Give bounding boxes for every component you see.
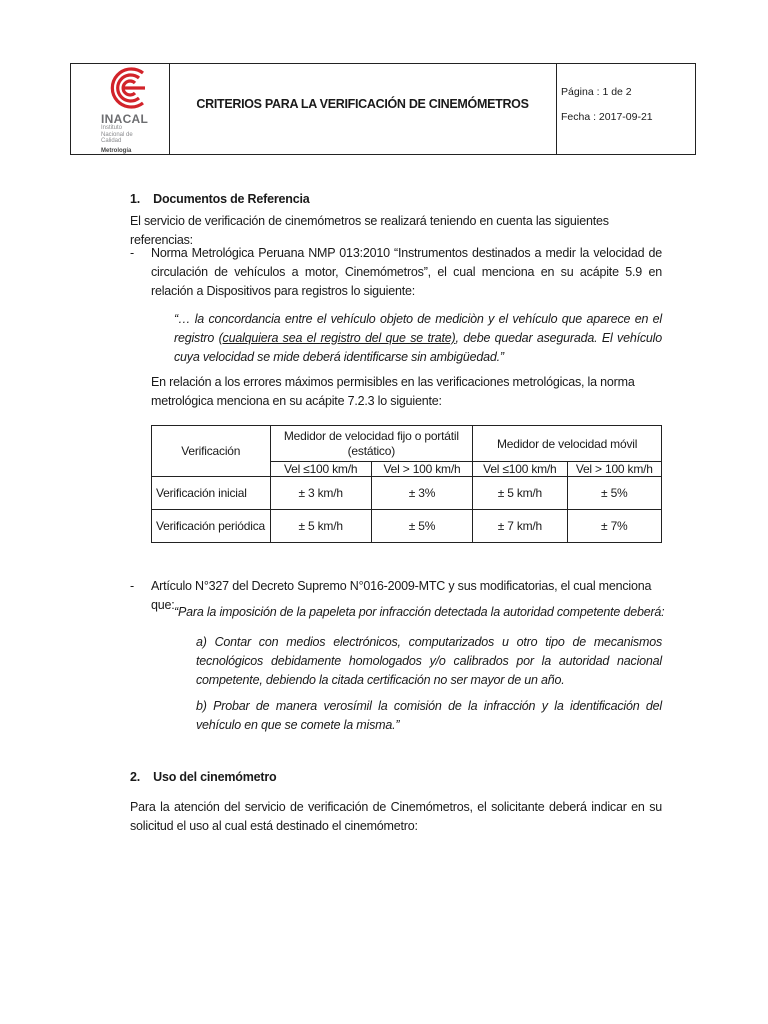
logo-division: Metrología — [101, 148, 132, 154]
header-divider — [556, 64, 557, 154]
table-cell: ± 5% — [371, 510, 472, 543]
table-subheader: Vel > 100 km/h — [371, 462, 472, 477]
table-row-label: Verificación periódica — [152, 510, 271, 543]
document-date: Fecha : 2017-09-21 — [561, 111, 653, 123]
norm-quote-underlined: (cualquiera sea el registro del que se trate) — [218, 331, 456, 345]
norm-quote-part1: “… la concordancia entre el vehículo objeto de mediciòn y el vehículo que aparece en el registro — [174, 312, 662, 345]
table-cell: ± 3% — [371, 477, 472, 510]
table-subheader: Vel ≤100 km/h — [473, 462, 567, 477]
inacal-logo-mark-icon — [99, 67, 149, 109]
table-row-label: Verificación inicial — [152, 477, 271, 510]
norm-quote-part2: , debe quedar asegurada. El vehículo cuya velocidad se mide deberá identificarse sin ambigüedad.” — [174, 331, 662, 364]
table-subheader: Vel ≤100 km/h — [270, 462, 371, 477]
section-heading: 1. Documentos de Referencia — [130, 192, 310, 206]
table-cell: ± 5 km/h — [473, 477, 567, 510]
decree-text: Artículo N°327 del Decreto Supremo N°016-2009-MTC y sus modificatorias, el cual menciona que: — [151, 579, 652, 612]
decree-item-a: a) Contar con medios electrónicos, computarizados u otro tipo de mecanismos tecnológicos debidamente homologados y/o calibrados por la autoridad nacional competente, debiendo la citada certificación no ser mayor de un año. — [196, 635, 662, 687]
decree-quote: “Para la imposición de la papeleta por infracción detectada la autoridad competente deberá: — [174, 605, 665, 619]
section-intro: El servicio de verificación de cinemómetros se realizará teniendo en cuenta las siguientes referencias: — [130, 214, 609, 247]
table-cell: ± 7 km/h — [473, 510, 567, 543]
page-number: Página : 1 de 2 — [561, 86, 632, 98]
inacal-logo — [99, 67, 167, 153]
reference-norm-text: Norma Metrológica Peruana NMP 013:2010 “Instrumentos destinados a medir la velocidad de circulación de vehículos a motor, Cinemómetros”, el cual menciona en su acápite 5.9 en relación a Dispositivos para registros lo siguiente: — [151, 246, 662, 298]
bullet-mark: - — [130, 579, 134, 593]
table-cell: ± 3 km/h — [270, 477, 371, 510]
table-header-verification: Verificación — [152, 426, 271, 477]
decree-item-b: b) Probar de manera verosímil la comisión de la infracción y la identificación del vehículo en que se comete la misma.” — [196, 699, 662, 732]
table-subheader: Vel > 100 km/h — [567, 462, 661, 477]
logo-name: INACAL — [101, 112, 149, 126]
table-row — [152, 510, 662, 543]
document-header — [70, 63, 696, 155]
table-row — [152, 477, 662, 510]
table-header-mobile: Medidor de velocidad móvil — [473, 426, 662, 462]
errors-intro: En relación a los errores máximos permisibles en las verificaciones metrológicas, la norma metrológica menciona en su acápite 7.2.3 lo siguiente: — [151, 375, 635, 408]
table-cell: ± 5% — [567, 477, 661, 510]
errors-table — [151, 425, 662, 543]
section-heading: 2. Uso del cinemómetro — [130, 770, 277, 784]
bullet-mark: - — [130, 246, 134, 260]
norm-quote — [174, 310, 662, 367]
section2-text: Para la atención del servicio de verificación de Cinemómetros, el solicitante deberá indicar en su solicitud el uso al cual está destinado el cinemómetro: — [130, 800, 662, 833]
table-cell: ± 5 km/h — [270, 510, 371, 543]
logo-subtitle: Instituto Nacional de Calidad — [101, 125, 133, 144]
document-title: CRITERIOS PARA LA VERIFICACIÓN DE CINEMÓMETROS — [196, 97, 529, 111]
table-header-fixed: Medidor de velocidad fijo o portátil (estático) — [270, 426, 473, 462]
table-cell: ± 7% — [567, 510, 661, 543]
